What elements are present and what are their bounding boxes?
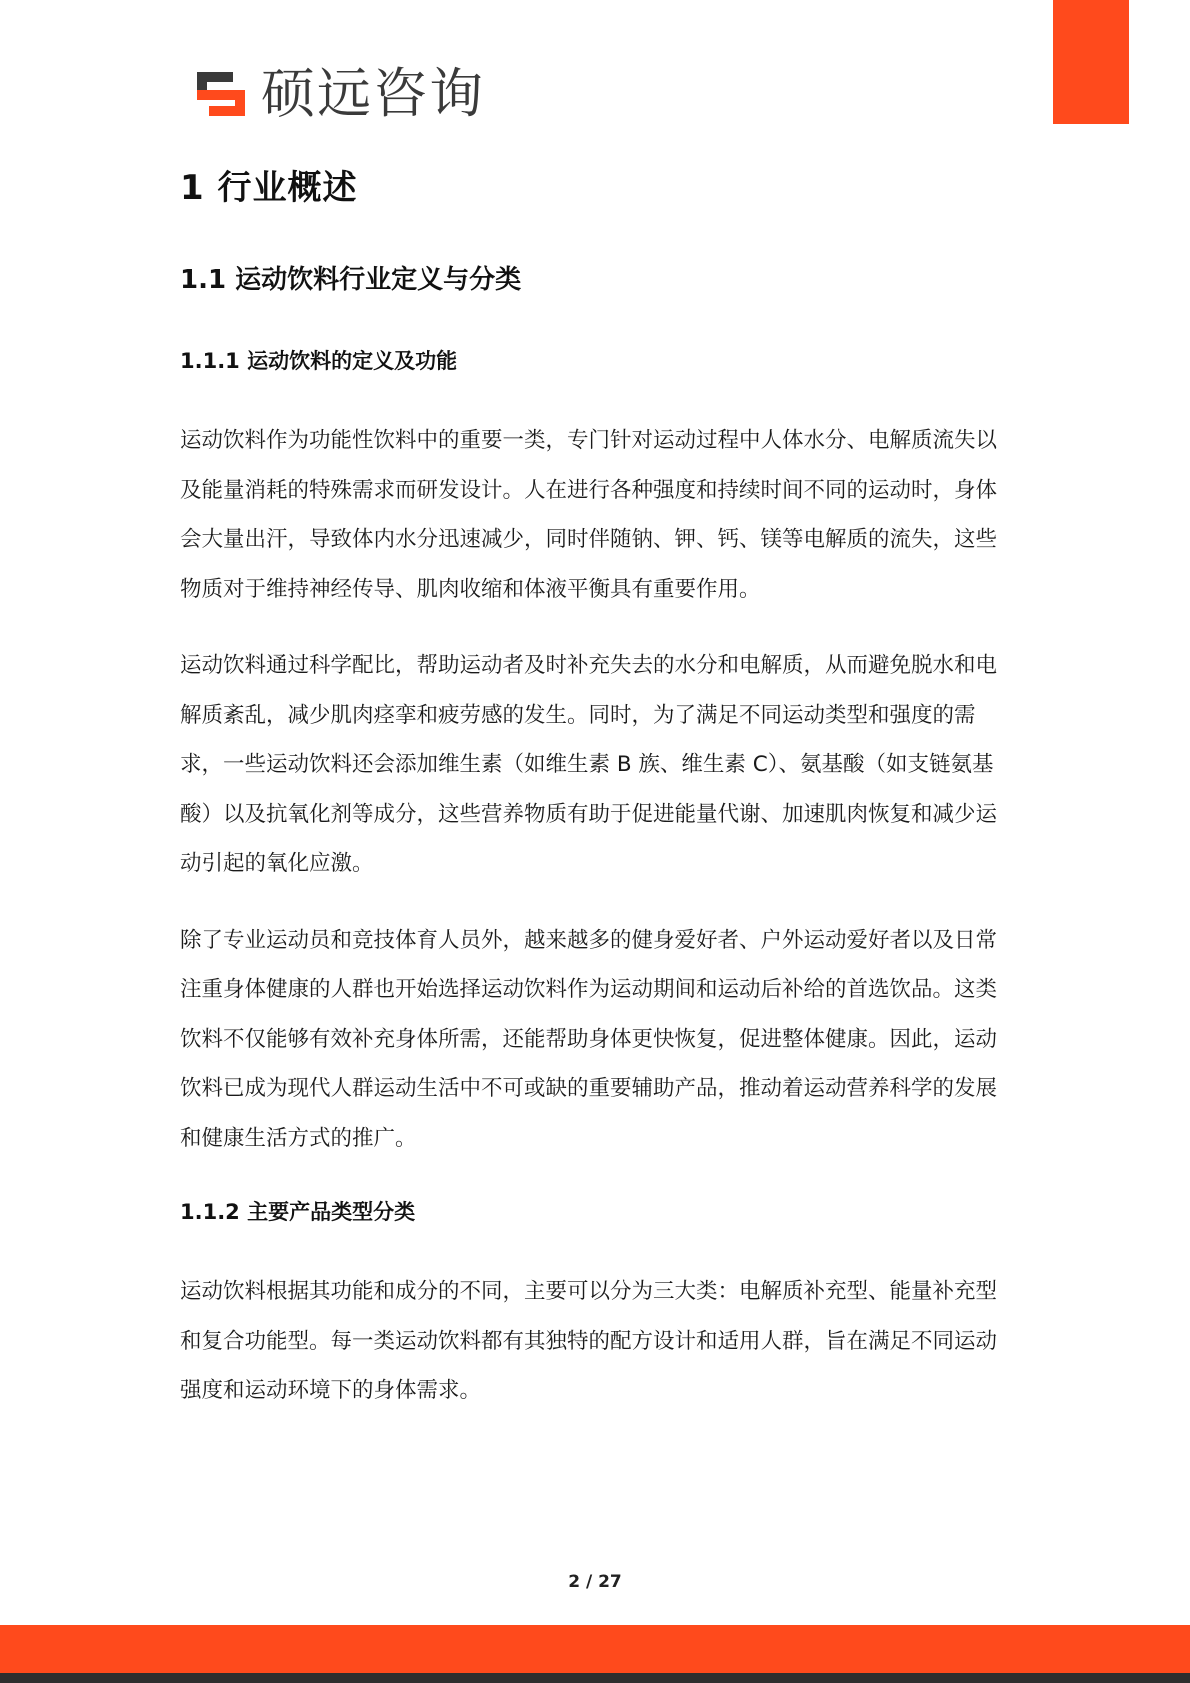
paragraph: 运动饮料作为功能性饮料中的重要一类，专门针对运动过程中人体水分、电解质流失以及能量消耗的特殊需求而研发设计。人在进行各种强度和持续时间不同的运动时，身体会大量出汗，导致体内水分迅速减少，同时伴随钠、钾、钙、镁等电解质的流失，这些物质对于维持神经传导、肌肉收缩和体液平衡具有重要作用。 <box>180 428 998 602</box>
corner-accent-tab <box>1053 0 1129 124</box>
document-body <box>180 160 1010 1416</box>
subsection-heading-1-1-1: 1.1.1 运动饮料的定义及功能 <box>180 349 458 373</box>
paragraph: 除了专业运动员和竞技体育人员外，越来越多的健身爱好者、户外运动爱好者以及日常注重身体健康的人群也开始选择运动饮料作为运动期间和运动后补给的首选饮品。这类饮料不仅能够有效补充身体所需，还能帮助身体更快恢复，促进整体健康。因此，运动饮料已成为现代人群运动生活中不可或缺的重要辅助产品，推动着运动营养科学的发展和健康生活方式的推广。 <box>180 927 998 1151</box>
footer-dark-bar <box>0 1673 1190 1683</box>
page-number: 2 / 27 <box>568 1572 622 1592</box>
subsection-heading-1-1-2: 1.1.2 主要产品类型分类 <box>180 1200 416 1224</box>
brand-logo <box>193 62 485 125</box>
brand-name: 硕远咨询 <box>261 62 485 125</box>
footer-accent-bar <box>0 1625 1190 1673</box>
section-heading-1-1: 1.1 运动饮料行业定义与分类 <box>180 265 522 295</box>
chapter-heading: 1 行业概述 <box>180 168 358 208</box>
paragraph: 运动饮料根据其功能和成分的不同，主要可以分为三大类：电解质补充型、能量补充型和复合功能型。每一类运动饮料都有其独特的配方设计和适用人群，旨在满足不同运动强度和运动环境下的身体需求。 <box>180 1279 998 1403</box>
s-logo-icon <box>193 68 249 120</box>
paragraph: 运动饮料通过科学配比，帮助运动者及时补充失去的水分和电解质，从而避免脱水和电解质紊乱，减少肌肉痉挛和疲劳感的发生。同时，为了满足不同运动类型和强度的需求，一些运动饮料还会添加维生素（如维生素 B 族、维生素 C）、氨基酸（如支链氨基酸）以及抗氧化剂等成分，这些营养物质有助于促进能量代谢、加速肌肉恢复和减少运动引起的氧化应激。 <box>180 653 998 876</box>
